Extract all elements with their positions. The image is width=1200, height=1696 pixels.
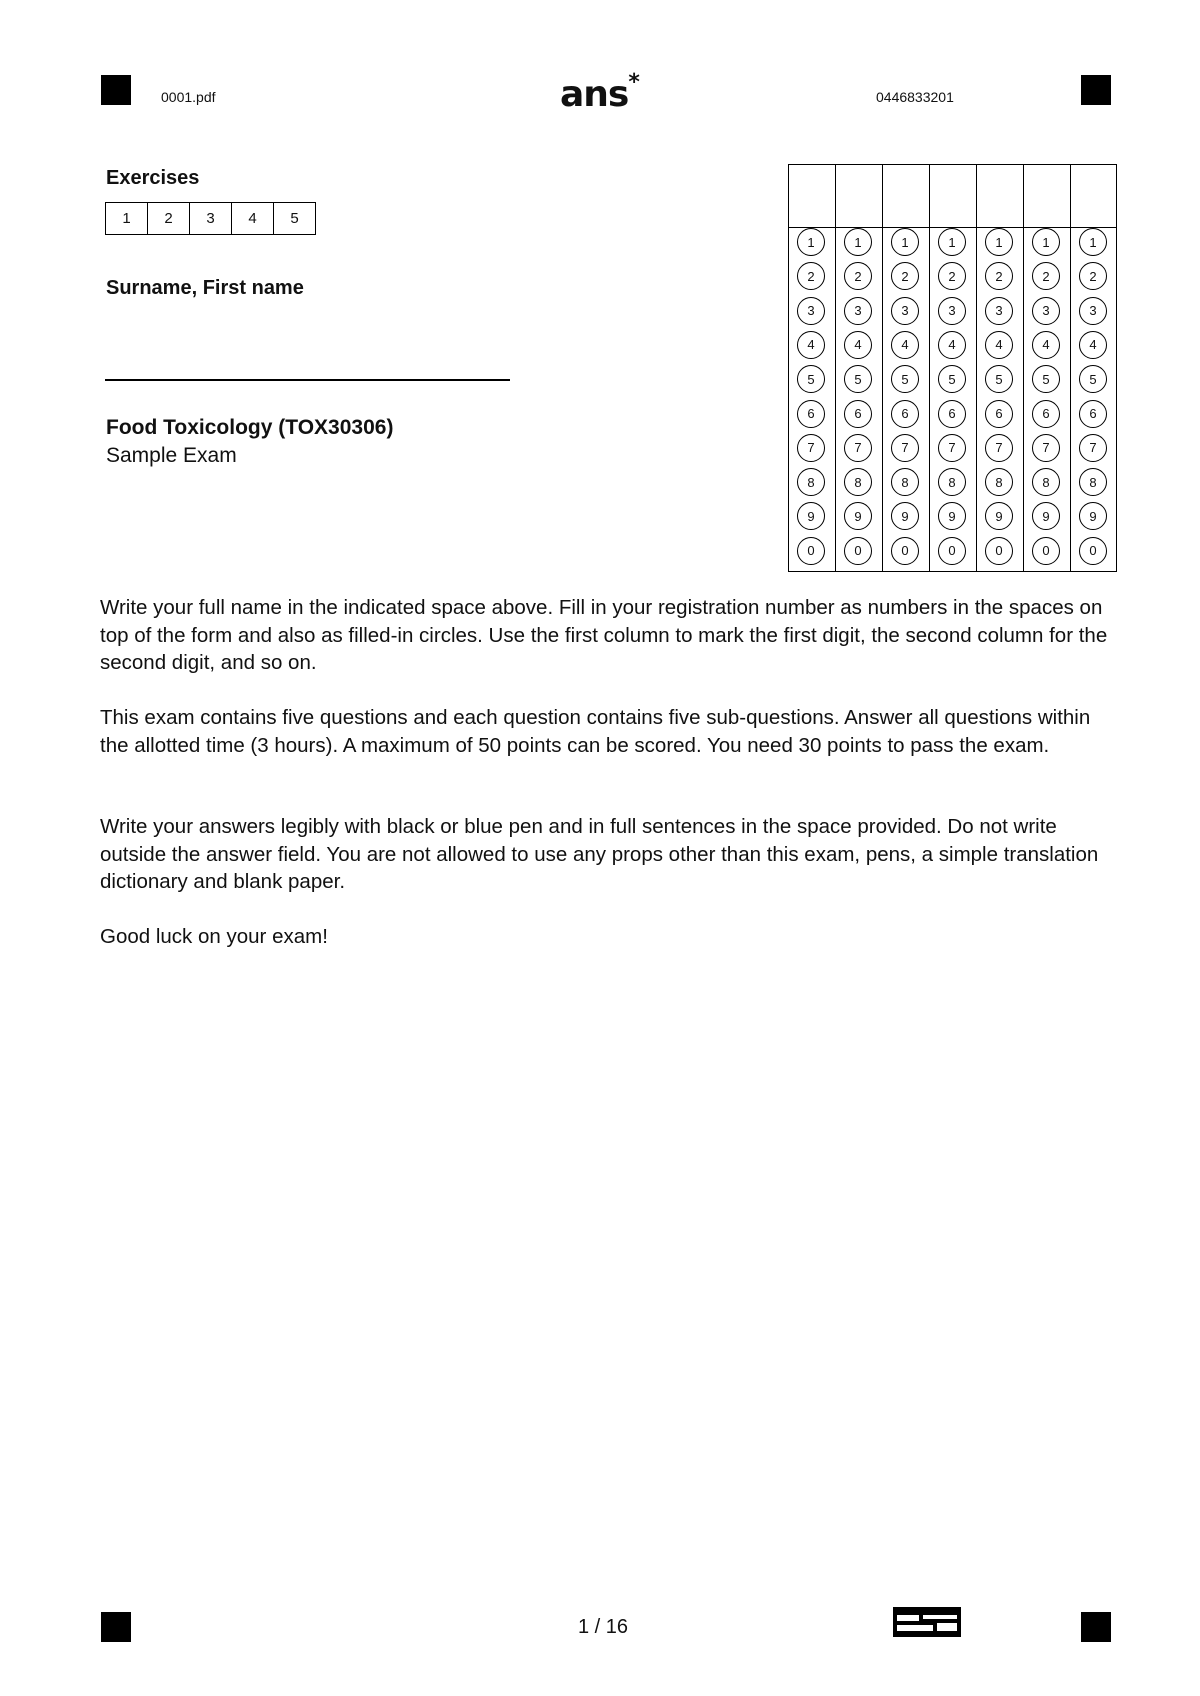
exam-subtitle: Sample Exam [106, 444, 237, 467]
digit-bubble[interactable]: 3 [1032, 297, 1060, 325]
digit-bubble[interactable]: 8 [985, 468, 1013, 496]
digit-bubble[interactable]: 4 [985, 331, 1013, 359]
digit-bubble[interactable]: 4 [844, 331, 872, 359]
digit-bubble[interactable]: 6 [1032, 400, 1060, 428]
digit-bubble[interactable]: 2 [891, 262, 919, 290]
digit-bubble[interactable]: 8 [797, 468, 825, 496]
digit-bubble[interactable]: 4 [891, 331, 919, 359]
digit-bubble[interactable]: 5 [1032, 365, 1060, 393]
digit-bubble[interactable]: 4 [797, 331, 825, 359]
digit-bubble[interactable]: 9 [1032, 502, 1060, 530]
digit-bubble[interactable]: 7 [938, 434, 966, 462]
digit-bubble[interactable]: 9 [797, 502, 825, 530]
digit-bubble[interactable]: 1 [938, 228, 966, 256]
registration-column [788, 164, 835, 572]
exercise-box[interactable]: 3 [190, 203, 232, 234]
exercise-box[interactable]: 4 [232, 203, 274, 234]
digit-bubble[interactable]: 3 [1079, 297, 1107, 325]
digit-bubble[interactable]: 0 [844, 537, 872, 565]
digit-bubble[interactable]: 1 [985, 228, 1013, 256]
digit-bubble[interactable]: 7 [1032, 434, 1060, 462]
digit-bubble[interactable]: 2 [844, 262, 872, 290]
digit-bubble[interactable]: 3 [891, 297, 919, 325]
digit-bubble[interactable]: 5 [891, 365, 919, 393]
digit-bubble[interactable]: 4 [1079, 331, 1107, 359]
exercises-boxes [105, 202, 316, 235]
corner-marker-bottom-left [101, 1612, 131, 1642]
digit-bubble[interactable]: 6 [844, 400, 872, 428]
digit-bubble[interactable]: 0 [1079, 537, 1107, 565]
digit-bubble[interactable]: 4 [938, 331, 966, 359]
exercise-box[interactable]: 2 [148, 203, 190, 234]
digit-bubble[interactable]: 9 [844, 502, 872, 530]
registration-number-grid [788, 164, 1118, 572]
registration-digit-box[interactable] [789, 165, 835, 228]
logo-text: ans [560, 74, 629, 115]
digit-bubble[interactable]: 2 [938, 262, 966, 290]
digit-bubble[interactable]: 2 [985, 262, 1013, 290]
digit-bubble[interactable]: 9 [985, 502, 1013, 530]
digit-bubble[interactable]: 4 [1032, 331, 1060, 359]
document-code: 0446833201 [876, 89, 954, 105]
digit-bubble[interactable]: 8 [891, 468, 919, 496]
exercises-label: Exercises [106, 167, 200, 189]
digit-bubble[interactable]: 0 [938, 537, 966, 565]
exercise-box[interactable]: 1 [106, 203, 148, 234]
registration-digit-box[interactable] [1024, 165, 1070, 228]
digit-bubble[interactable]: 6 [891, 400, 919, 428]
registration-digit-box[interactable] [1071, 165, 1116, 228]
digit-bubble[interactable]: 0 [985, 537, 1013, 565]
registration-digit-box[interactable] [977, 165, 1023, 228]
digit-bubble[interactable]: 2 [1079, 262, 1107, 290]
registration-column [976, 164, 1023, 572]
digit-bubble[interactable]: 8 [844, 468, 872, 496]
digit-bubble[interactable]: 0 [797, 537, 825, 565]
file-name: 0001.pdf [161, 89, 216, 105]
digit-bubble[interactable]: 6 [1079, 400, 1107, 428]
instruction-paragraph: Write your full name in the indicated space above. Fill in your registration number as numbers in the spaces on top of the form and also as filled-in circles. Use the first column to mark the first digit, the second column for the second digit, and so on. [100, 596, 1108, 674]
corner-marker-top-left [101, 75, 131, 105]
digit-bubble[interactable]: 0 [1032, 537, 1060, 565]
digit-bubble[interactable]: 6 [985, 400, 1013, 428]
digit-bubble[interactable]: 6 [797, 400, 825, 428]
digit-bubble[interactable]: 5 [985, 365, 1013, 393]
registration-column [835, 164, 882, 572]
barcode-icon [893, 1607, 961, 1637]
digit-bubble[interactable]: 7 [891, 434, 919, 462]
digit-bubble[interactable]: 5 [844, 365, 872, 393]
digit-bubble[interactable]: 2 [1032, 262, 1060, 290]
registration-digit-box[interactable] [883, 165, 929, 228]
digit-bubble[interactable]: 8 [938, 468, 966, 496]
digit-bubble[interactable]: 8 [1032, 468, 1060, 496]
digit-bubble[interactable]: 8 [1079, 468, 1107, 496]
digit-bubble[interactable]: 9 [891, 502, 919, 530]
digit-bubble[interactable]: 3 [985, 297, 1013, 325]
digit-bubble[interactable]: 5 [938, 365, 966, 393]
digit-bubble[interactable]: 1 [891, 228, 919, 256]
registration-column [882, 164, 929, 572]
course-title: Food Toxicology (TOX30306) [106, 416, 394, 439]
exercise-box[interactable]: 5 [290, 210, 299, 227]
registration-column [1023, 164, 1070, 572]
digit-bubble[interactable]: 3 [938, 297, 966, 325]
digit-bubble[interactable]: 1 [844, 228, 872, 256]
digit-bubble[interactable]: 0 [891, 537, 919, 565]
digit-bubble[interactable]: 5 [797, 365, 825, 393]
registration-column [929, 164, 976, 572]
corner-marker-bottom-right [1081, 1612, 1111, 1642]
digit-bubble[interactable]: 1 [797, 228, 825, 256]
ans-logo [560, 70, 639, 115]
digit-bubble[interactable]: 7 [844, 434, 872, 462]
digit-bubble[interactable]: 1 [1032, 228, 1060, 256]
instruction-paragraph: Write your answers legibly with black or blue pen and in full sentences in the space provided. Do not write outside the answer field. You are not allowed to use any props other than this exam, pens, a simple translation dictionary and blank paper. [100, 815, 1099, 893]
digit-bubble[interactable]: 6 [938, 400, 966, 428]
corner-marker-top-right [1081, 75, 1111, 105]
closing-message: Good luck on your exam! [100, 925, 328, 948]
registration-digit-box[interactable] [836, 165, 882, 228]
digit-bubble[interactable]: 3 [797, 297, 825, 325]
digit-bubble[interactable]: 3 [844, 297, 872, 325]
digit-bubble[interactable]: 7 [797, 434, 825, 462]
page-number: 1 / 16 [578, 1616, 629, 1638]
digit-bubble[interactable]: 1 [1079, 228, 1107, 256]
name-input-line[interactable] [105, 379, 510, 381]
digit-bubble[interactable]: 5 [1079, 365, 1107, 393]
digit-bubble[interactable]: 7 [1079, 434, 1107, 462]
logo-mark: * [628, 70, 639, 95]
digit-bubble[interactable]: 7 [985, 434, 1013, 462]
digit-bubble[interactable]: 2 [797, 262, 825, 290]
registration-digit-box[interactable] [930, 165, 976, 228]
name-label: Surname, First name [106, 277, 304, 299]
digit-bubble[interactable]: 9 [1079, 502, 1107, 530]
digit-bubble[interactable]: 9 [938, 502, 966, 530]
registration-column [1070, 164, 1117, 572]
instruction-paragraph: This exam contains five questions and each question contains five sub-questions. Answer all questions within the allotted time (3 hours). A maximum of 50 points can be scored. You need 30 points to pass the exam. [100, 706, 1091, 757]
